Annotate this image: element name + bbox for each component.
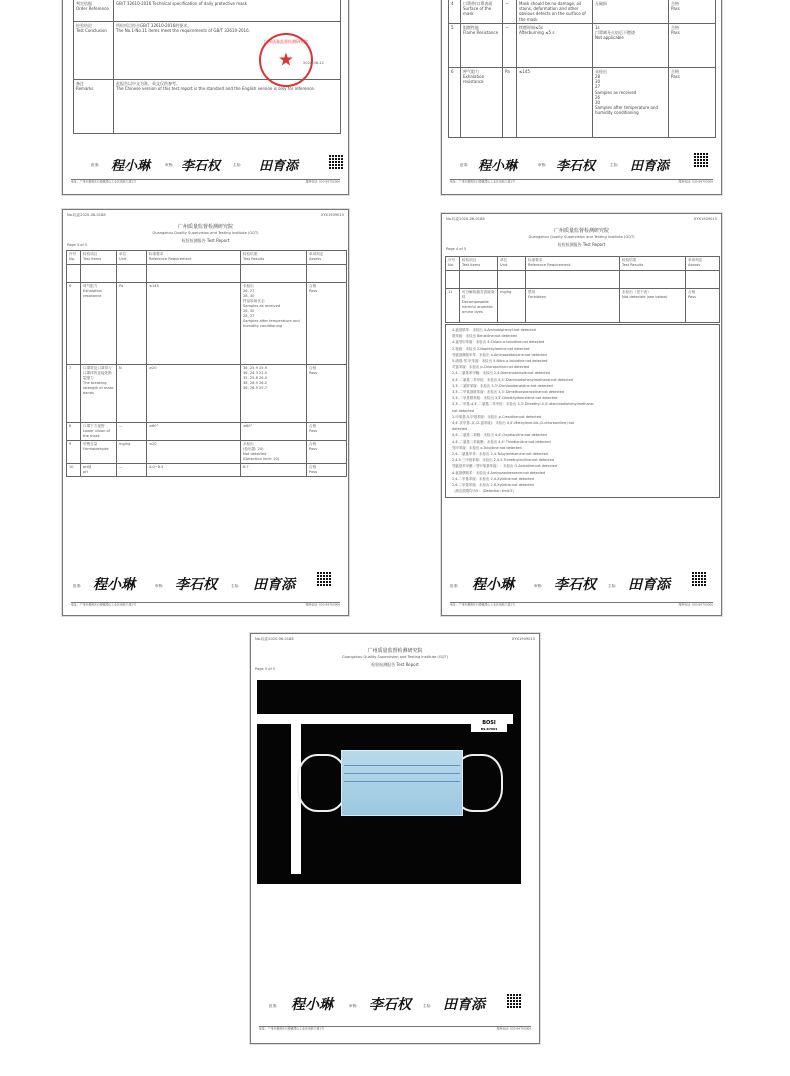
approver-signature: 程小琳 <box>291 997 333 1013</box>
row-judge: 合格 Pass <box>686 289 720 323</box>
tester-label: 主检: <box>423 1004 432 1008</box>
col-header: 检验结果 Test Results <box>620 257 686 271</box>
conclusion-label: 检验结论 Test Conclusion <box>74 22 114 80</box>
tester-signature: 田育添 <box>259 159 299 174</box>
col-header: 序号 No. <box>446 257 460 271</box>
test-results-table <box>445 256 720 323</box>
amine-result-line: 2-甲氧基-5-甲基苯胺：未检出 p-Cresidine:not detected <box>452 414 542 419</box>
report-number: No.轻委2020-06-0188 <box>446 217 485 221</box>
amine-result-line: 4-氨基偶氮苯：未检出 4-Aminoazobenzene:not detected <box>452 470 546 475</box>
order-reference-label: 判定依据 Order Reference <box>74 0 114 22</box>
order-reference-value: GB/T 32610-2016 Technical specification of daily protective mask <box>114 0 341 22</box>
tester-signature: 田育添 <box>443 997 485 1013</box>
qr-code-icon <box>317 572 331 586</box>
row-req: ≥20 <box>147 365 241 423</box>
row-unit: — <box>503 23 517 67</box>
report-page-3 <box>62 209 349 616</box>
page-number: Page 5 of 5 <box>255 667 276 671</box>
stamp-text: 广州质量监督检测研究院 <box>264 39 308 44</box>
verifier-signature: 李石权 <box>175 577 217 593</box>
amine-result-line: 2,4,5-三甲基苯胺：未检出 2,4,5-Trimethylaniline:not detected <box>452 458 554 463</box>
tester-label: 主检: <box>231 584 240 588</box>
page-footer <box>71 602 340 608</box>
institute-name-en: Guangzhou Quality Supervision and Testing Institute (GQT) <box>528 235 635 239</box>
amine-result-line: detected <box>452 427 468 431</box>
footer-tel: 服务电话: 020-89700000 <box>305 180 340 184</box>
aromatic-amine-results-list <box>445 324 720 498</box>
amine-result-line: 邻甲苯胺：未检出 o-Toluidine:not detected <box>452 445 522 450</box>
brand-model: BS-R7004 <box>480 727 498 731</box>
tester-label: 主检: <box>233 163 242 167</box>
amine-result-line: 4,4'-次甲基-双-(2-氯苯胺)：未检出 4,4'-Methylene-bis-(2-chloroaniline):not <box>452 420 575 425</box>
row-item: pH值 pH <box>81 464 117 477</box>
report-number: No.轻委2020-06-0188 <box>255 637 294 641</box>
page-footer <box>71 179 340 185</box>
row-req: ≥60° <box>147 423 241 441</box>
report-code: XYX1909015 <box>511 637 535 641</box>
footer-address: 地址：广州市番禺区石楼镇潭山工业区创新大道1号 <box>71 603 137 607</box>
amine-result-line: 3,3'-二甲基-4,4'-二氨基二苯甲烷：未检出 3,3'-Dimethyl-4,4'-diaminodiphenylmethane: <box>452 402 595 407</box>
verifier-label: 审核: <box>349 1004 358 1008</box>
row-unit: Pa <box>117 283 147 365</box>
amine-result-line: 4-氯邻甲苯胺：未检出 4-Chloro-o-toluidine:not detected <box>452 340 545 345</box>
amine-result-line: 对氯苯胺：未检出 p-Chloroaniline:not detected <box>452 365 530 369</box>
amine-result-line: 2,4-二氨基苯甲醚：未检出 2,4-Diaminoanisole:not detected <box>452 371 550 376</box>
row-judge: 合格 Pass <box>307 365 347 423</box>
row-no: 6 <box>449 67 461 137</box>
amine-result-line: 3,3'-二甲氧基联苯胺：未检出 3,3'-Dimethoxybenzidine:not detected <box>452 389 564 394</box>
row-req: 4.0~8.5 <box>147 464 241 477</box>
approver-signature: 程小琳 <box>472 577 514 593</box>
row-req: ≤145 <box>147 283 241 365</box>
verifier-signature: 李石权 <box>554 577 596 593</box>
amine-result-line: 邻氨基苯甲醚（邻甲氧基苯胺）：未检出 O-Anisidine:not detected <box>452 464 558 469</box>
page-number: Page 3 of 5 <box>67 243 88 247</box>
page-footer <box>450 602 713 608</box>
amine-result-line: 2,4-二氨基甲苯：未检出 2,4-Toluylendiamine:not detected <box>452 452 548 456</box>
qr-code-icon <box>329 155 343 169</box>
row-unit: — <box>503 0 517 23</box>
row-unit: N <box>117 365 147 423</box>
approver-label: 批准: <box>269 1004 278 1008</box>
col-header: 检验项目 Test Items <box>460 257 498 271</box>
tester-label: 主检: <box>610 163 619 167</box>
conclusion-value: 所检项目符合GB/T 32610-2016的要求。 The No.1-No.11 items meet the requirements of GB/T 32610-2016. <box>114 22 341 80</box>
report-page-1 <box>62 0 349 195</box>
institute-name-cn: 广州质量监督检测研究院 <box>553 228 609 234</box>
test-results-table <box>66 250 347 477</box>
footer-address: 地址：广州市番禺区石楼镇潭山工业区创新大道1号 <box>450 603 516 607</box>
row-no: 6 <box>67 283 81 365</box>
report-title: 检验检测报告 Test Report <box>181 238 230 243</box>
page-footer <box>259 1026 531 1032</box>
row-req: Mask should be no damage, oil stains, deformation and other obvious defects on the surface of the mask <box>517 0 593 23</box>
row-judge: 合格 Pass <box>669 23 716 67</box>
amine-result-line: 2,6-二甲基苯胺：未检出 2,6-Xylidine:not detected <box>452 483 534 487</box>
report-title: 检验检测报告 Test Report <box>557 242 606 247</box>
amine-result-line: 5-硝基-邻-甲苯胺：未检出 5-Nitro-o-toluidine:not detected <box>452 358 548 363</box>
row-result: 6.7 <box>241 464 307 477</box>
amine-result-line: 4,4'-二氨基二苯硫醚：未检出 4,4'-Thiodianiline:not detected <box>452 439 551 444</box>
amine-result-line: 4,4'-二氨基二苯甲烷：未检出 4,4'-Diaminodiphenylmethane:not detected <box>452 377 574 382</box>
row-item: 甲醛含量 Formaldehyde <box>81 441 117 464</box>
row-unit: Pa <box>503 67 517 137</box>
row-item: 呼气阻力 Exhalation resistance <box>461 67 503 137</box>
mask-pleat <box>344 765 460 766</box>
col-header: 标准要求 Reference Requirement <box>147 251 241 265</box>
amine-result-line: 4,4'-二氨基二苯醚：未检出 4,4'-Oxydianiline:not detected <box>452 433 547 438</box>
report-number: No.轻委2020-06-0188 <box>67 213 106 217</box>
approver-label: 批准: <box>73 584 82 588</box>
qr-code-icon <box>694 153 708 167</box>
test-results-table <box>448 0 716 138</box>
amine-result-line: （测定低限均为5） (Detection limit:5) <box>452 489 514 494</box>
row-judge: 合格 Pass <box>307 283 347 365</box>
amine-result-line: 3,3'-二甲基联苯胺：未检出 3,3'-Dimethylbenzidine:not detected <box>452 396 558 400</box>
row-unit: mg/kg <box>498 289 526 323</box>
sample-photo <box>257 680 521 884</box>
remarks-value: 此报告以中文为准，英文仅供参考。 The Chinese version of this test report is the standard and the English version is only for reference. <box>114 80 341 134</box>
row-result: 1s 口罩离开火焰后不燃烧 Not applicable <box>593 23 669 67</box>
row-item: 口罩带/口罩表面 Surface of the mask <box>461 0 503 23</box>
row-result: 无破损 <box>593 0 669 23</box>
row-req: ≤20 <box>147 441 241 464</box>
footer-address: 地址：广州市番禺区石楼镇潭山工业区创新大道1号 <box>259 1027 325 1031</box>
footer-address: 地址：广州市番禺区石楼镇潭山工业区创新大道1号 <box>450 180 516 184</box>
approver-label: 批准: <box>460 163 469 167</box>
row-item: 可分解致癌芳香胺染料 Decomposable harmful aromatic amine dyes <box>460 289 498 323</box>
qr-code-icon <box>507 994 521 1008</box>
tester-signature: 田育添 <box>253 577 295 593</box>
report-page-2 <box>441 0 722 195</box>
amine-result-line: 联苯胺：未检出 Benzidine:not detected <box>452 334 517 338</box>
brand-name: BOSI <box>482 720 496 726</box>
conclusion-date: 2020-06-12 <box>303 61 324 65</box>
row-result: 未检出 (检出限: 20) Not detected (Detection limit: 20) <box>241 441 307 464</box>
tester-label: 主检: <box>608 584 617 588</box>
row-req: ≤145 <box>517 67 593 137</box>
institute-name-en: Guangzhou Quality Supervision and Testing Institute (GQT) <box>341 655 449 659</box>
row-result: ≥60° <box>241 423 307 441</box>
row-no: 10 <box>67 464 81 477</box>
tester-signature: 田育添 <box>630 159 670 174</box>
report-code: XYX1909015 <box>320 213 344 217</box>
amine-result-line: not detected <box>452 408 474 413</box>
verifier-label: 审核: <box>534 584 543 588</box>
row-no: 8 <box>67 423 81 441</box>
row-result: 未检出 28 30 27 Samples as received 26 30 Samples after temperature and humidity conditioning <box>593 67 669 137</box>
row-result: 36, 25.9 25.9 36, 24.3 22.0 35, 25.8 26.0 36, 26.9 26.2 36, 26.5 25.7 <box>241 365 307 423</box>
verifier-signature: 李石权 <box>556 159 596 174</box>
row-item: 呼气阻力 Exhalation resistance <box>81 283 117 365</box>
mask-pleat <box>344 781 460 782</box>
remarks-label: 备注 Remarks <box>74 80 114 134</box>
approver-signature: 程小琳 <box>478 159 518 174</box>
approver-signature: 程小琳 <box>111 159 151 174</box>
row-unit: — <box>117 423 147 441</box>
amine-result-line: 4-氨基联苯：未检出 4-Aminobiphenyl:not detected <box>452 327 536 332</box>
col-header: 检验项目 Test Items <box>81 251 117 265</box>
row-unit: — <box>117 464 147 477</box>
row-no: 4 <box>449 0 461 23</box>
row-req: 续燃时间≤5s Afterburning ≤5 s <box>517 23 593 67</box>
amine-result-line: 3,3'-二氯联苯胺：未检出 3,3'-Dichlorobenzidine:not detected <box>452 383 553 388</box>
ear-loop-left <box>297 754 347 812</box>
verifier-signature: 李石权 <box>181 159 221 174</box>
report-page-4 <box>441 213 722 616</box>
row-no: 5 <box>449 23 461 67</box>
row-no: 7 <box>67 365 81 423</box>
institute-name-cn: 广州质量监督检测研究院 <box>177 224 233 230</box>
institute-name-cn: 广州质量监督检测研究院 <box>367 648 423 654</box>
approver-signature: 程小琳 <box>93 577 135 593</box>
verifier-label: 审核: <box>165 163 174 167</box>
row-req: 禁用 Forbidden <box>526 289 620 323</box>
row-no: 9 <box>67 441 81 464</box>
official-seal-stamp <box>259 33 313 87</box>
row-judge: 合格 Pass <box>307 441 347 464</box>
report-page-5 <box>250 633 540 1044</box>
row-judge: 合格 Pass <box>669 0 716 23</box>
page-footer <box>450 179 713 185</box>
row-item: 口罩带及口罩带与口罩体的连接处断裂强力 The breaking strength of mask bands <box>81 365 117 423</box>
approver-label: 批准: <box>450 584 459 588</box>
amine-result-line: 邻氨基偶氮甲苯：未检出 o-Aminoazotoluene:not detected <box>452 352 547 357</box>
report-code: XYX1909015 <box>693 217 717 221</box>
approver-label: 批准: <box>91 163 100 167</box>
row-judge: 合格 Pass <box>307 423 347 441</box>
star-icon: ★ <box>277 49 295 71</box>
col-header: 标准要求 Reference Requirement <box>526 257 620 271</box>
col-header: 检验结果 Test Results <box>241 251 307 265</box>
verifier-label: 审核: <box>538 163 547 167</box>
mask-pleat <box>344 773 460 774</box>
col-header: 单位 Unit <box>498 257 526 271</box>
row-unit: mg/kg <box>117 441 147 464</box>
row-no: 11 <box>446 289 460 323</box>
row-item: 口罩下方视野 Lower vision of the mask <box>81 423 117 441</box>
verifier-label: 审核: <box>155 584 164 588</box>
col-header: 单位 Unit <box>117 251 147 265</box>
verifier-signature: 李石权 <box>369 997 411 1013</box>
amine-result-line: 2,4-二甲基苯胺：未检出 2,4-Xylidine:not detected <box>452 476 534 481</box>
footer-tel: 服务电话: 020-89700000 <box>496 1027 531 1031</box>
qr-code-icon <box>692 572 706 586</box>
col-header: 单项判定 Assess <box>307 251 347 265</box>
footer-tel: 服务电话: 020-89700000 <box>678 603 713 607</box>
footer-tel: 服务电话: 020-89700000 <box>678 180 713 184</box>
footer-address: 地址：广州市番禺区石楼镇潭山工业区创新大道1号 <box>71 180 137 184</box>
col-header: 单项判定 Assess <box>686 257 720 271</box>
row-judge: 合格 Pass <box>307 464 347 477</box>
row-judge: 合格 Pass <box>669 67 716 137</box>
institute-name-en: Guangzhou Quality Supervision and Testing Institute (GQT) <box>152 231 259 235</box>
ruler-brand-logo <box>471 720 507 732</box>
report-title: 检验检测报告 Test Report <box>371 662 419 667</box>
face-mask-sample <box>341 750 463 816</box>
tester-signature: 田育添 <box>628 577 670 593</box>
footer-tel: 服务电话: 020-89700000 <box>305 603 340 607</box>
page-number: Page 4 of 5 <box>446 247 467 251</box>
row-result: 未检出（见下表） Not detected (see below) <box>620 289 686 323</box>
col-header: 序号 No. <box>67 251 81 265</box>
row-result: 未检出 26, 27 28, 30 样品原始状态 Samples as received 26, 30 28, 27 Samples after temperature and humidity conditioning <box>241 283 307 365</box>
amine-result-line: 2-萘胺：未检出 2-Naphthylamine:not detected <box>452 346 530 351</box>
row-item: 阻燃性能 Flame Resistance <box>461 23 503 67</box>
